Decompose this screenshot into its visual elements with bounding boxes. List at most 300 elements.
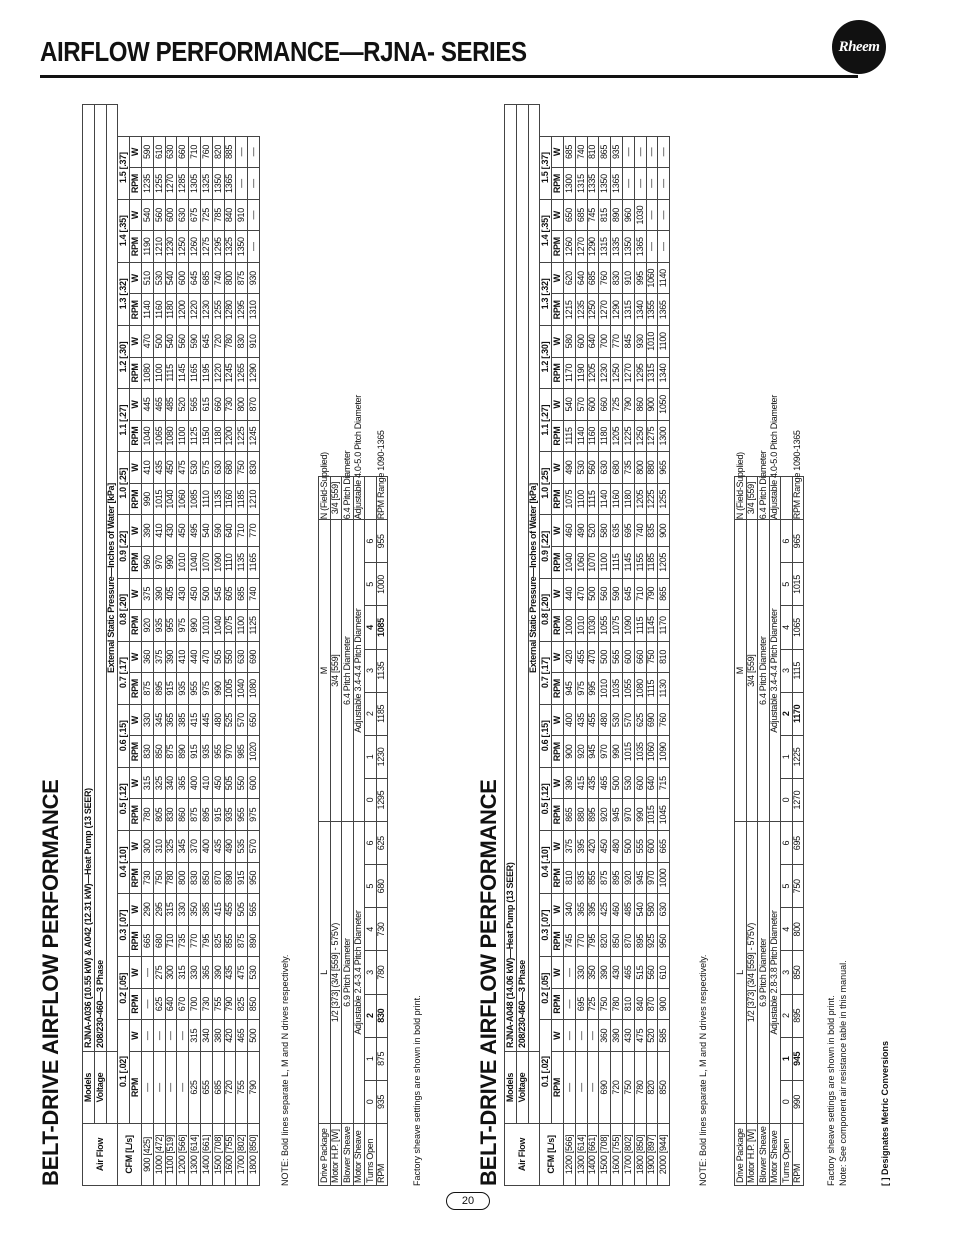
turns-cell: 0 xyxy=(365,779,377,822)
value-cell: 1030 xyxy=(634,199,646,231)
value-cell: 1075 xyxy=(563,483,575,515)
value-cell: 1350 xyxy=(622,231,634,263)
table-row xyxy=(141,105,153,1186)
value-cell: 990 xyxy=(634,799,646,831)
value-cell: 790 xyxy=(224,988,236,1020)
cfm-label: CFM [L/s] xyxy=(540,1124,564,1186)
value-cell: 1260 xyxy=(189,231,201,263)
value-cell: 1275 xyxy=(646,420,658,452)
value-cell: 920 xyxy=(141,610,153,642)
value-cell: 1245 xyxy=(224,357,236,389)
value-cell: 910 xyxy=(248,326,260,358)
value-cell: 810 xyxy=(563,862,575,894)
value-cell: 435 xyxy=(212,831,224,863)
value-cell: 630 xyxy=(658,894,670,926)
value-cell: 875 xyxy=(165,736,177,768)
pressure-header: 0.6 [.15] xyxy=(118,704,130,767)
value-cell: 750 xyxy=(153,862,165,894)
w-header: W xyxy=(130,262,142,294)
pressure-header: 0.9 [.22] xyxy=(118,515,130,578)
value-cell: 325 xyxy=(165,831,177,863)
value-cell: 1180 xyxy=(599,420,611,452)
value-cell: 560 xyxy=(646,957,658,989)
blower-sheave-row xyxy=(758,477,770,1186)
value-cell: 780 xyxy=(165,862,177,894)
value-cell: — xyxy=(563,988,575,1020)
value-cell: 1010 xyxy=(575,610,587,642)
header-rule xyxy=(40,75,858,78)
turns-cell: 6 xyxy=(781,520,793,563)
value-cell: 415 xyxy=(189,704,201,736)
value-cell: 935 xyxy=(200,736,212,768)
value-cell: 580 xyxy=(563,326,575,358)
value-cell: 635 xyxy=(611,515,623,547)
pressure-header: 0.5 [.12] xyxy=(118,767,130,830)
rpm-label: RPM xyxy=(376,1124,388,1186)
value-cell: 875 xyxy=(189,799,201,831)
rpm-header: RPM xyxy=(130,294,142,326)
value-cell: 870 xyxy=(646,988,658,1020)
value-cell: 1290 xyxy=(611,294,623,326)
value-cell: 1220 xyxy=(212,357,224,389)
value-cell: 390 xyxy=(611,1020,623,1052)
motor-sheave-label: Motor Sheave xyxy=(353,1124,365,1186)
value-cell: 695 xyxy=(622,515,634,547)
value-cell: 600 xyxy=(177,262,189,294)
value-cell: 1015 xyxy=(622,736,634,768)
drive-n: N (Field-Supplied) xyxy=(734,452,745,520)
cfm-cell: 1600 [755] xyxy=(224,1124,236,1186)
rpm-l-cell: 750 xyxy=(792,865,804,908)
value-cell: 1050 xyxy=(658,389,670,421)
value-cell: 930 xyxy=(634,326,646,358)
value-cell: 505 xyxy=(224,767,236,799)
cfm-cell: 1700 [802] xyxy=(622,1124,634,1186)
value-cell: 600 xyxy=(248,767,260,799)
value-cell: 830 xyxy=(189,862,201,894)
value-cell: — xyxy=(634,136,646,168)
value-cell: 1170 xyxy=(658,610,670,642)
value-cell: 1135 xyxy=(236,547,248,579)
value-cell: 1020 xyxy=(248,736,260,768)
drive-package-label: Drive Package xyxy=(735,1124,747,1186)
turns-open-row xyxy=(365,477,377,1186)
value-cell: 1005 xyxy=(224,673,236,705)
value-cell: 660 xyxy=(212,389,224,421)
w-header: W xyxy=(130,136,142,168)
value-cell: 1295 xyxy=(634,357,646,389)
value-cell: — xyxy=(153,1052,165,1124)
value-cell: 615 xyxy=(200,389,212,421)
pressure-header: 0.7 [.17] xyxy=(118,641,130,704)
section1-bold-note: NOTE: Bold lines separate L, M and N drives respectively. xyxy=(280,954,290,1186)
motor-hp-label: Motor H.P. [W] xyxy=(746,1124,758,1186)
value-cell: 625 xyxy=(634,704,646,736)
value-cell: — xyxy=(153,1020,165,1052)
pressure-header: 1.5 [.37] xyxy=(540,136,552,199)
value-cell: 1200 xyxy=(224,420,236,452)
value-cell: 830 xyxy=(165,799,177,831)
value-cell: 1160 xyxy=(587,420,599,452)
value-cell: 540 xyxy=(165,326,177,358)
value-cell: 540 xyxy=(634,894,646,926)
value-cell: 900 xyxy=(658,515,670,547)
rpm-l-cell: 935 xyxy=(376,1080,388,1123)
value-cell: 1250 xyxy=(587,294,599,326)
value-cell: 1060 xyxy=(646,262,658,294)
value-cell: 915 xyxy=(189,736,201,768)
value-cell: 550 xyxy=(236,767,248,799)
pressure-header: 0.8 [.20] xyxy=(540,578,552,641)
value-cell: 1075 xyxy=(611,610,623,642)
pressure-row xyxy=(118,105,130,1186)
value-cell: 890 xyxy=(248,925,260,957)
w-header: W xyxy=(130,957,142,989)
value-cell: 730 xyxy=(141,862,153,894)
value-cell: 535 xyxy=(236,831,248,863)
blower-sheave-n: 6.4 Pitch Diameter xyxy=(757,450,768,520)
rpm-l-cell: 800 xyxy=(792,908,804,951)
rpm-l-cell: 875 xyxy=(376,1037,388,1080)
value-cell: 935 xyxy=(177,673,189,705)
value-cell: 470 xyxy=(141,326,153,358)
value-cell: 530 xyxy=(622,767,634,799)
value-cell: 600 xyxy=(646,831,658,863)
value-cell: — xyxy=(646,136,658,168)
value-cell: 490 xyxy=(563,452,575,484)
value-cell: 895 xyxy=(587,799,599,831)
value-cell: 1335 xyxy=(611,231,623,263)
value-cell: 1115 xyxy=(587,483,599,515)
value-cell: 470 xyxy=(587,641,599,673)
value-cell: 1055 xyxy=(599,610,611,642)
blower-sheave-m: 6.4 Pitch Diameter xyxy=(342,520,354,822)
rpm-m-cell: 1185 xyxy=(376,692,388,735)
motor-hp-l: 1/2 [373] (3/4 [559] - 575V) xyxy=(330,822,342,1124)
value-cell: 1350 xyxy=(212,168,224,200)
value-cell: 1215 xyxy=(563,294,575,326)
value-cell: 750 xyxy=(236,452,248,484)
rpm-header: RPM xyxy=(130,862,142,894)
value-cell: 785 xyxy=(212,199,224,231)
value-cell: 590 xyxy=(189,326,201,358)
value-cell: 1100 xyxy=(236,610,248,642)
value-cell: 815 xyxy=(599,199,611,231)
rpm-m-cell: 1270 xyxy=(792,779,804,822)
rpm-m-cell: 1225 xyxy=(792,735,804,778)
value-cell: 1210 xyxy=(153,231,165,263)
models-row xyxy=(505,105,517,1186)
value-cell: 620 xyxy=(563,262,575,294)
value-cell: 530 xyxy=(611,704,623,736)
rpm-header: RPM xyxy=(130,988,142,1020)
section2-resistance-note: Note: See component air resistance table in this manual. xyxy=(838,960,848,1186)
rpm-m-cell: 1015 xyxy=(792,563,804,606)
rpm-m-cell: 955 xyxy=(376,520,388,563)
cfm-cell: 1300 [614] xyxy=(575,1124,587,1186)
value-cell: 1365 xyxy=(658,294,670,326)
value-cell: 605 xyxy=(224,578,236,610)
cfm-cell: 1800 [850] xyxy=(248,1124,260,1186)
table-row xyxy=(212,105,224,1186)
value-cell: 720 xyxy=(224,1052,236,1124)
value-cell: 975 xyxy=(248,799,260,831)
value-cell: 870 xyxy=(212,862,224,894)
value-cell: 640 xyxy=(646,767,658,799)
value-cell: 455 xyxy=(575,641,587,673)
w-header: W xyxy=(130,515,142,547)
value-cell: 1325 xyxy=(224,231,236,263)
turns-cell: 0 xyxy=(781,1080,793,1123)
value-cell: 510 xyxy=(141,262,153,294)
value-cell: 590 xyxy=(212,515,224,547)
rpm-header: RPM xyxy=(552,925,564,957)
value-cell: 525 xyxy=(224,704,236,736)
value-cell: 480 xyxy=(599,704,611,736)
value-cell: 1355 xyxy=(646,294,658,326)
motor-sheave-l: Adjustable 2.8-3.8 Pitch Diameter xyxy=(769,822,781,1124)
value-cell: 1045 xyxy=(658,799,670,831)
turns-cell: 2 xyxy=(781,994,793,1037)
value-cell: 840 xyxy=(634,988,646,1020)
value-cell: 465 xyxy=(236,1020,248,1052)
turns-cell: 6 xyxy=(365,822,377,865)
voltage-row xyxy=(94,105,106,1186)
value-cell: 385 xyxy=(177,704,189,736)
value-cell: 850 xyxy=(248,988,260,1020)
value-cell: 895 xyxy=(200,799,212,831)
value-cell: 1040 xyxy=(563,547,575,579)
value-cell: 430 xyxy=(611,957,623,989)
value-cell: 1115 xyxy=(634,610,646,642)
pressure-row xyxy=(540,105,552,1186)
w-header: W xyxy=(552,262,564,294)
w-header: W xyxy=(552,326,564,358)
value-cell: 475 xyxy=(236,957,248,989)
w-header: W xyxy=(552,578,564,610)
value-cell: 1100 xyxy=(658,326,670,358)
value-cell: 410 xyxy=(200,767,212,799)
pressure-header: 1.3 [.32] xyxy=(540,262,552,325)
value-cell: 1035 xyxy=(611,673,623,705)
value-cell: 390 xyxy=(599,957,611,989)
value-cell: 1165 xyxy=(189,357,201,389)
pressure-header: 1.2 [.30] xyxy=(118,326,130,389)
value-cell: 300 xyxy=(165,957,177,989)
value-cell: 800 xyxy=(236,389,248,421)
value-cell: 365 xyxy=(575,894,587,926)
value-cell: 350 xyxy=(587,957,599,989)
table-row xyxy=(622,105,634,1186)
value-cell: 1040 xyxy=(236,673,248,705)
value-cell: 875 xyxy=(236,262,248,294)
w-header: W xyxy=(130,389,142,421)
w-header: W xyxy=(552,704,564,736)
rpm-header: RPM xyxy=(552,1052,564,1124)
value-cell: 435 xyxy=(224,957,236,989)
metric-legend: [ ] Designates Metric Conversions xyxy=(880,1040,890,1186)
value-cell: 950 xyxy=(248,862,260,894)
value-cell: 480 xyxy=(212,704,224,736)
value-cell: 830 xyxy=(611,262,623,294)
value-cell: 1180 xyxy=(165,294,177,326)
value-cell: — xyxy=(248,199,260,231)
value-cell: 365 xyxy=(200,957,212,989)
motor-sheave-label: Motor Sheave xyxy=(769,1124,781,1186)
value-cell: 770 xyxy=(248,515,260,547)
value-cell: 640 xyxy=(587,326,599,358)
value-cell: 990 xyxy=(189,610,201,642)
value-cell: 685 xyxy=(563,136,575,168)
value-cell: 1350 xyxy=(599,168,611,200)
value-cell: 855 xyxy=(224,925,236,957)
value-cell: 360 xyxy=(599,1020,611,1052)
value-cell: 760 xyxy=(658,704,670,736)
value-cell: 365 xyxy=(177,767,189,799)
value-cell: 830 xyxy=(141,736,153,768)
rpm-l-cell: 695 xyxy=(792,822,804,865)
value-cell: 955 xyxy=(189,673,201,705)
rpm-header: RPM xyxy=(552,357,564,389)
cfm-cell: 1600 [755] xyxy=(611,1124,623,1186)
value-cell: 1315 xyxy=(622,294,634,326)
value-cell: 885 xyxy=(224,136,236,168)
voltage-value: 208/230-460—3 Phase xyxy=(516,105,528,1052)
value-cell: 545 xyxy=(212,578,224,610)
value-cell: 665 xyxy=(658,831,670,863)
blower-sheave-l: 6.9 Pitch Diameter xyxy=(758,822,770,1124)
value-cell: 630 xyxy=(177,199,189,231)
value-cell: 870 xyxy=(622,925,634,957)
value-cell: — xyxy=(575,1052,587,1124)
cfm-cell: 1200 [566] xyxy=(563,1124,575,1186)
value-cell: 920 xyxy=(599,799,611,831)
cfm-cell: 1800 [850] xyxy=(634,1124,646,1186)
value-cell: — xyxy=(248,231,260,263)
value-cell: 1010 xyxy=(599,673,611,705)
value-cell: — xyxy=(658,231,670,263)
turns-cell: 2 xyxy=(365,692,377,735)
value-cell: 330 xyxy=(189,957,201,989)
value-cell: 890 xyxy=(224,862,236,894)
value-cell: 565 xyxy=(611,641,623,673)
rpm-l-cell: 680 xyxy=(376,865,388,908)
value-cell: 585 xyxy=(658,1020,670,1052)
value-cell: 780 xyxy=(611,988,623,1020)
pressure-header: 0.2 [.05] xyxy=(540,957,552,1020)
value-cell: 790 xyxy=(248,1052,260,1124)
value-cell: 570 xyxy=(248,831,260,863)
value-cell: 505 xyxy=(236,894,248,926)
table-row xyxy=(236,105,248,1186)
motor-sheave-n: Adjustable 4.0-5.0 Pitch Diameter xyxy=(353,395,364,520)
rpm-header: RPM xyxy=(130,1052,142,1124)
motor-sheave-n: Adjustable 4.0-5.0 Pitch Diameter xyxy=(769,395,780,520)
value-cell: 330 xyxy=(575,957,587,989)
value-cell: 360 xyxy=(141,641,153,673)
table-row xyxy=(248,105,260,1186)
w-header: W xyxy=(130,1020,142,1052)
motor-hp-m: 3/4 [559] xyxy=(330,520,342,822)
value-cell: 540 xyxy=(200,515,212,547)
rpm-header: RPM xyxy=(552,988,564,1020)
value-cell: 1365 xyxy=(634,231,646,263)
rpm-header: RPM xyxy=(552,736,564,768)
pressure-header: 1.3 [.32] xyxy=(118,262,130,325)
value-cell: 770 xyxy=(575,925,587,957)
turns-cell: 1 xyxy=(365,1037,377,1080)
value-cell: 1270 xyxy=(622,357,634,389)
rpm-w-row xyxy=(552,105,564,1186)
turns-cell: 4 xyxy=(365,908,377,951)
value-cell: 910 xyxy=(236,199,248,231)
value-cell: 1185 xyxy=(646,547,658,579)
value-cell: 415 xyxy=(575,767,587,799)
value-cell: 890 xyxy=(611,199,623,231)
value-cell: 390 xyxy=(165,641,177,673)
value-cell: 1150 xyxy=(200,420,212,452)
rpm-header: RPM xyxy=(130,357,142,389)
value-cell: 1255 xyxy=(658,483,670,515)
w-header: W xyxy=(130,452,142,484)
value-cell: 945 xyxy=(563,673,575,705)
value-cell: 850 xyxy=(200,862,212,894)
value-cell: 730 xyxy=(200,988,212,1020)
value-cell: 410 xyxy=(177,641,189,673)
value-cell: 340 xyxy=(165,767,177,799)
value-cell: 755 xyxy=(236,1052,248,1124)
rpm-m-cell: 1115 xyxy=(792,649,804,692)
motor-hp-row xyxy=(330,477,342,1186)
value-cell: 850 xyxy=(611,925,623,957)
rpm-m-cell: 965 xyxy=(792,520,804,563)
voltage-value: 208/230-460—3 Phase xyxy=(94,105,106,1052)
w-header: W xyxy=(552,957,564,989)
value-cell: 1100 xyxy=(599,547,611,579)
cfm-cell: 1900 [897] xyxy=(646,1124,658,1186)
value-cell: 500 xyxy=(153,326,165,358)
value-cell: 1180 xyxy=(212,420,224,452)
value-cell: 630 xyxy=(212,452,224,484)
value-cell: 430 xyxy=(622,1020,634,1052)
value-cell: 1060 xyxy=(177,483,189,515)
value-cell: — xyxy=(646,199,658,231)
value-cell: 920 xyxy=(622,862,634,894)
rpm-l-cell: 780 xyxy=(376,951,388,994)
value-cell: — xyxy=(141,957,153,989)
value-cell: 520 xyxy=(587,515,599,547)
turns-cell: 5 xyxy=(781,865,793,908)
value-cell: 1315 xyxy=(575,168,587,200)
cfm-cell: 1000 [472] xyxy=(153,1124,165,1186)
rpm-m-cell: 1085 xyxy=(376,606,388,649)
value-cell: 820 xyxy=(646,1052,658,1124)
value-cell: 530 xyxy=(153,262,165,294)
value-cell: 720 xyxy=(212,326,224,358)
drive-package-row xyxy=(735,477,747,1186)
value-cell: 700 xyxy=(599,326,611,358)
value-cell: 465 xyxy=(153,389,165,421)
motor-sheave-l: Adjustable 2.4-3.4 Pitch Diameter xyxy=(353,822,365,1124)
value-cell: 500 xyxy=(200,578,212,610)
value-cell: 450 xyxy=(212,767,224,799)
value-cell: 750 xyxy=(599,988,611,1020)
value-cell: 570 xyxy=(622,704,634,736)
rheem-logo xyxy=(832,20,886,74)
rpm-m-cell: 1230 xyxy=(376,735,388,778)
value-cell: — xyxy=(622,136,634,168)
value-cell: 1185 xyxy=(236,483,248,515)
